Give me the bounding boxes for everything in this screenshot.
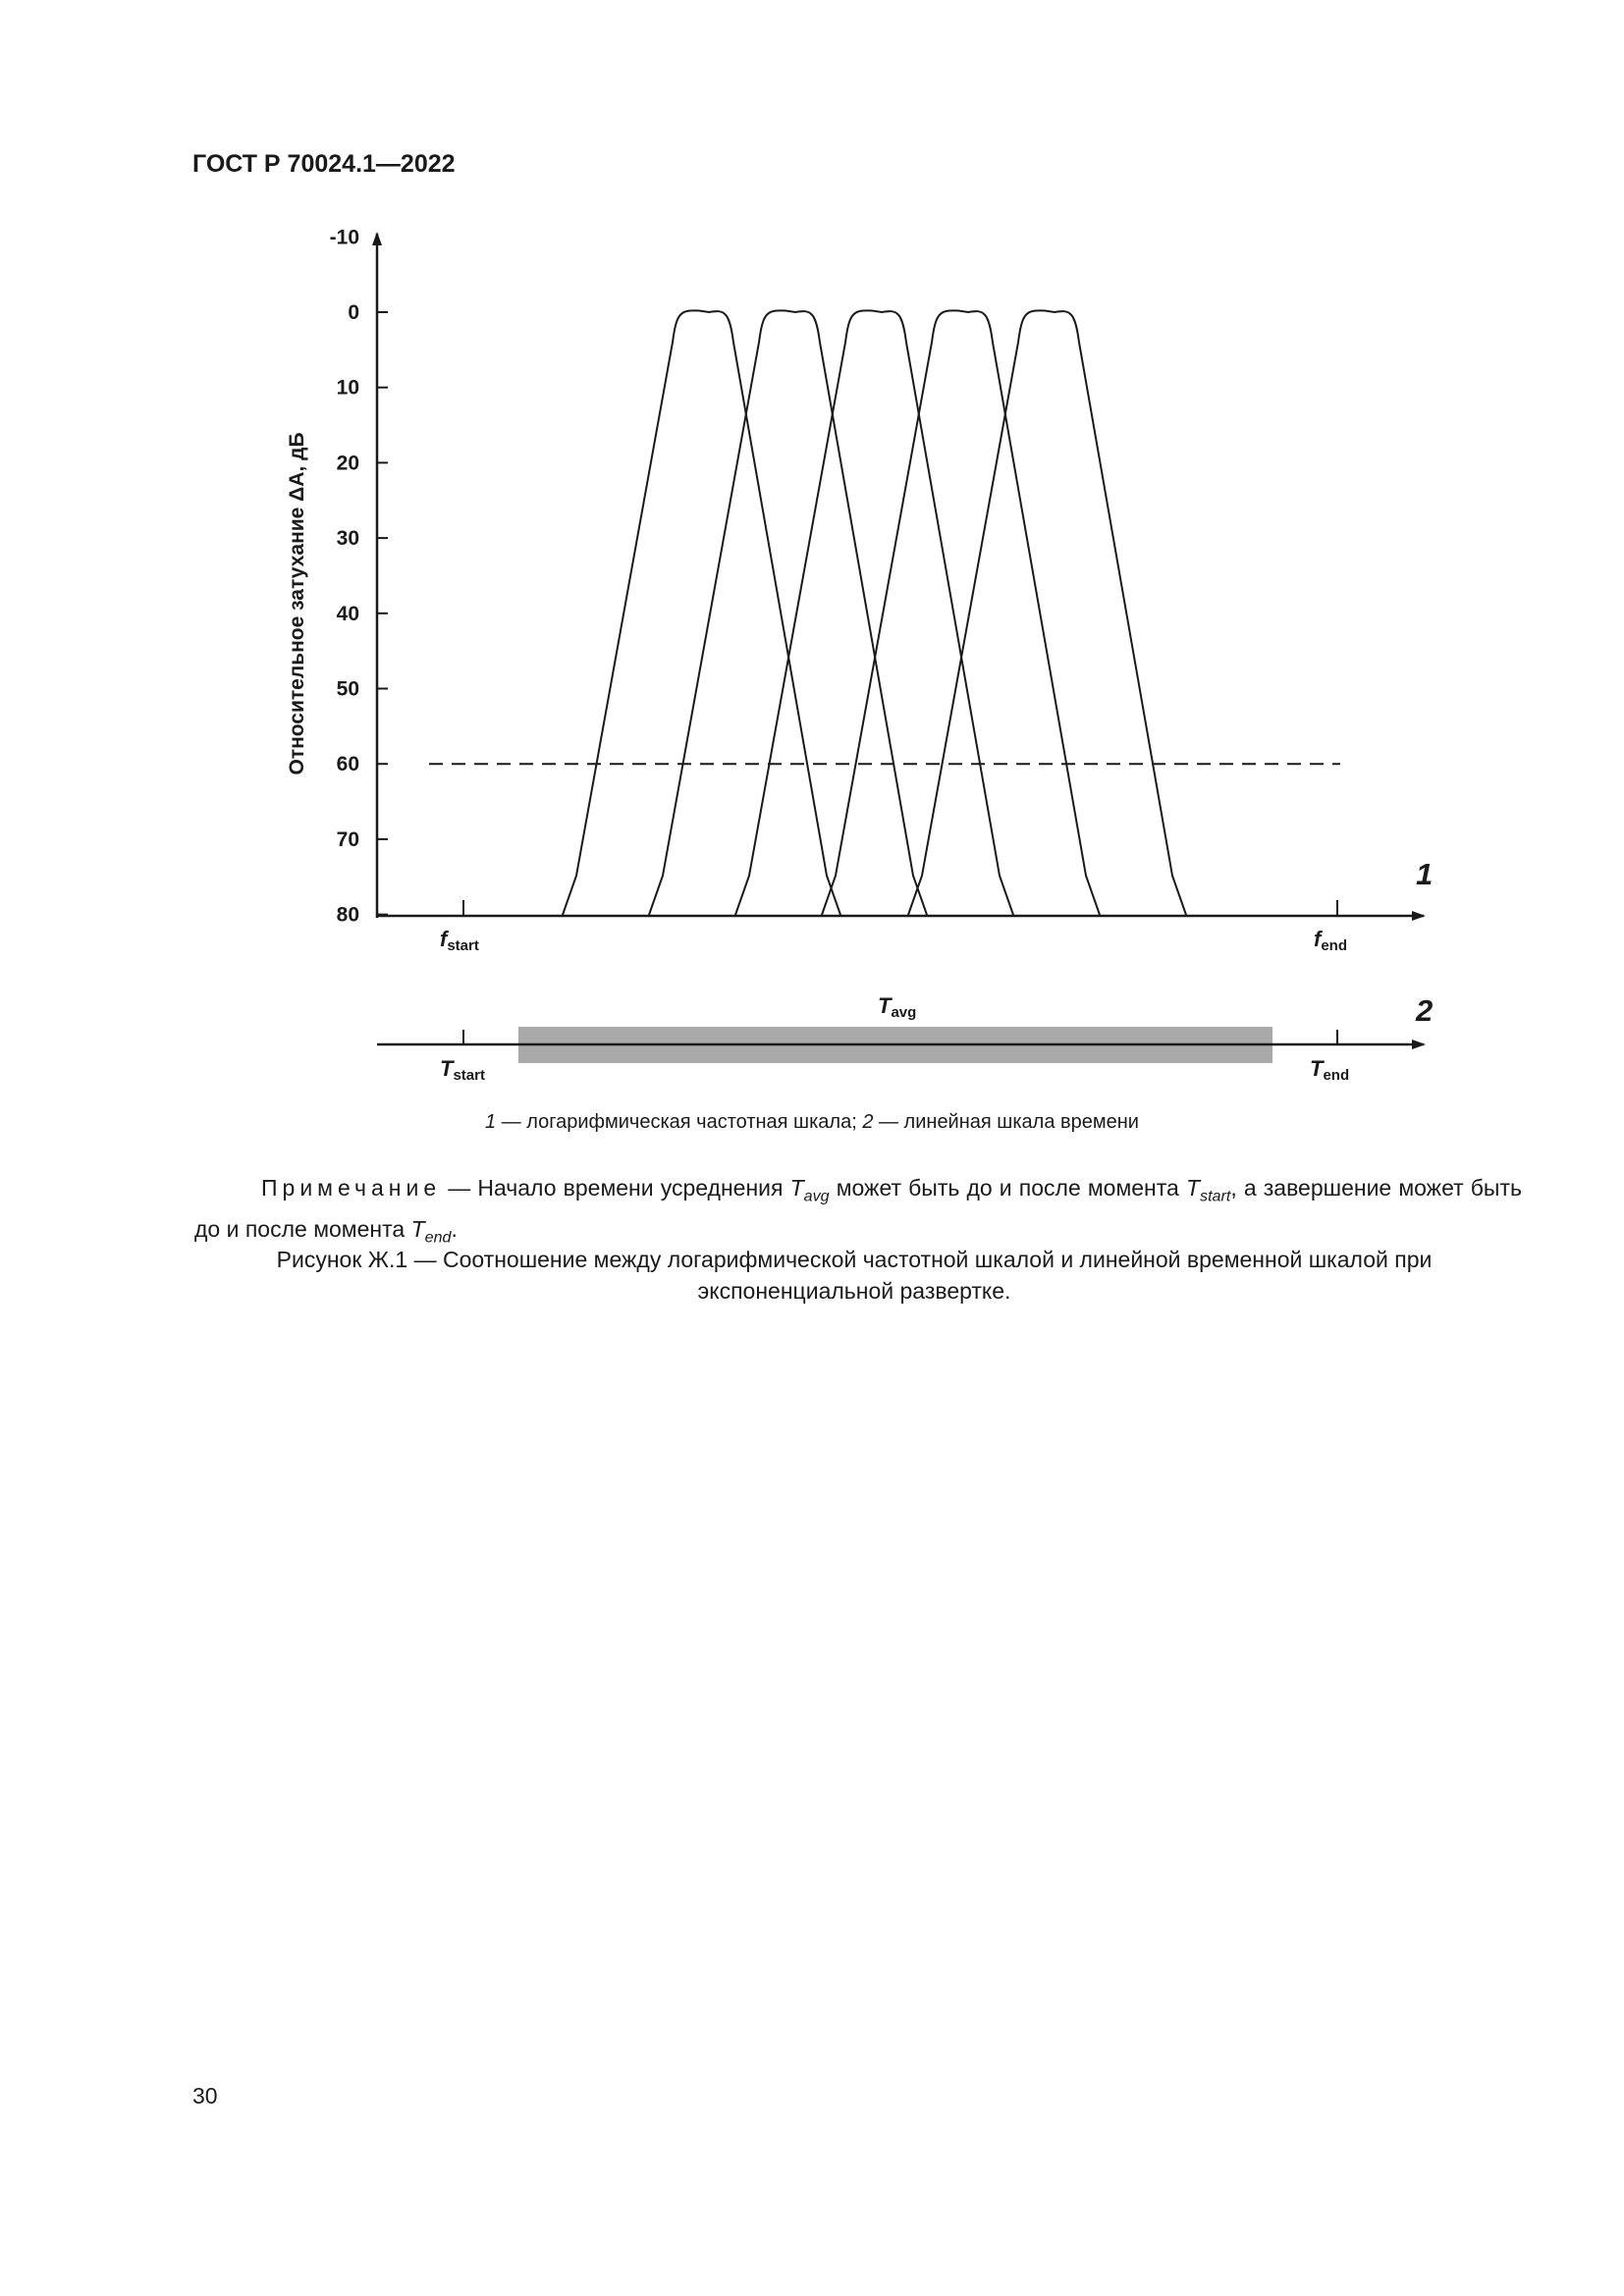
figure-legend [0,1111,1624,1134]
t-avg-label: Tavg [878,993,917,1021]
filter-response-curve [563,310,840,915]
axis-2-number: 2 [1416,993,1434,1028]
y-tick-label: 80 [336,903,359,927]
legend-text-1: — логарифмическая частотная шкала; [496,1111,863,1133]
note-sub-avg: avg [803,1187,830,1205]
f-start-label: fstart [440,927,479,954]
note-symbol-end: T [410,1215,425,1242]
note-text-3: , а завершение может быть до и после момента [194,1175,1522,1242]
y-tick-label: 30 [336,527,359,551]
page-number: 30 [192,2083,218,2109]
note-label: Примечание [261,1175,442,1201]
document-header: ГОСТ Р 70024.1—2022 [192,150,456,178]
filter-response-curve [908,310,1186,915]
figure-diagram [0,0,1624,1109]
figure-caption [206,1244,1502,1307]
y-tick-label: 0 [348,301,359,324]
caption-line-1: Рисунок Ж.1 — Соотношение между логарифмической частотной шкалой и линейной временной шкалой при [276,1247,1433,1272]
legend-number-2: 2 [862,1111,874,1133]
caption-line-2: экспоненциальной развертке. [697,1278,1011,1304]
y-tick-label: 40 [336,602,359,625]
filter-response-curve [649,310,927,915]
y-ticks [330,226,388,926]
note-text-4: . [451,1215,458,1242]
axis-1-number: 1 [1416,857,1434,891]
legend-text-2: — линейная шкала времени [873,1111,1139,1133]
filter-response-curve [735,310,1013,915]
y-tick-label: 20 [336,452,359,475]
y-tick-label: 10 [336,376,359,400]
y-tick-label: 50 [336,677,359,701]
filter-response-curve [822,310,1100,915]
note-text-1: — Начало времени усреднения [441,1175,790,1201]
y-axis-label: Относительное затухание ΔA, дБ [286,432,308,775]
note-symbol-start: T [1185,1175,1201,1201]
y-tick-label: -10 [329,226,359,249]
note-text-2: может быть до и после момента [829,1175,1186,1201]
note-sub-end: end [424,1228,452,1247]
filter-curves [563,310,1186,915]
f-end-label: fend [1314,927,1347,954]
y-tick-label: 60 [336,753,359,776]
t-end-label: Tend [1310,1056,1350,1084]
y-tick-label: 70 [336,828,359,851]
t-start-label: Tstart [440,1056,485,1084]
note-sub-start: start [1200,1187,1231,1205]
note-paragraph [194,1172,1522,1254]
note-symbol-avg: T [789,1175,804,1201]
legend-number-1: 1 [485,1111,497,1133]
